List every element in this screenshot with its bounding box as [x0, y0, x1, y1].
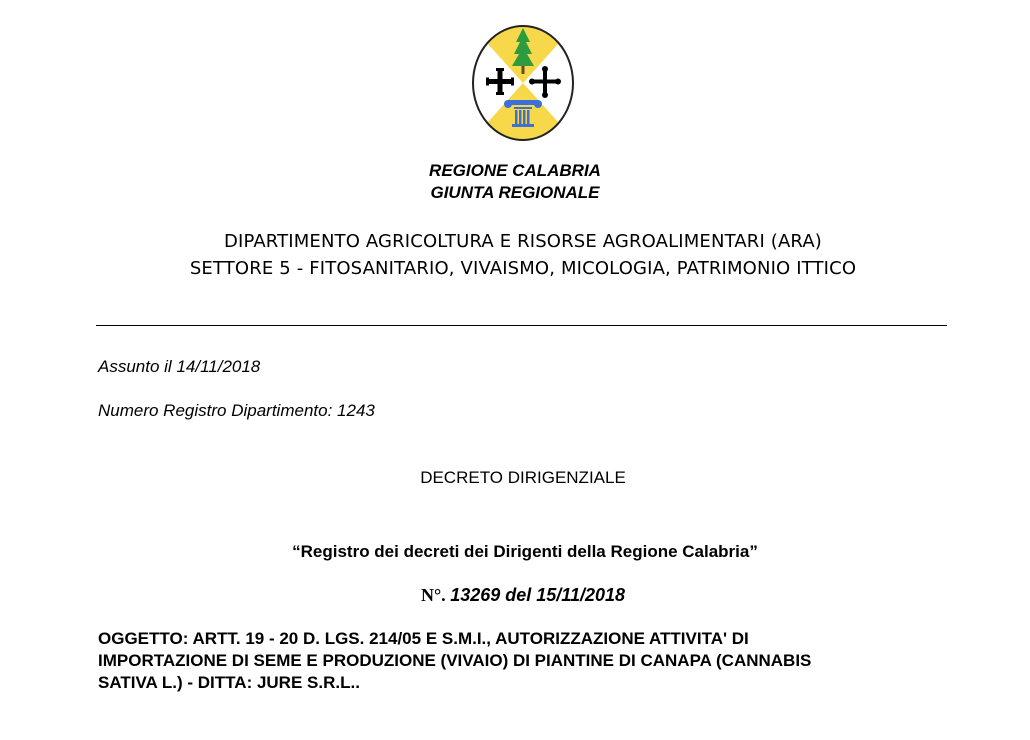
regional-council: GIUNTA REGIONALE [430, 183, 600, 202]
assunto-label: Assunto il [98, 357, 172, 376]
registry-title: “Registro dei decreti dei Dirigenti della Regione Calabria” [292, 542, 758, 561]
assunto-line [98, 356, 260, 378]
registro-label: Numero Registro Dipartimento: [98, 401, 333, 420]
subject-block [98, 628, 958, 694]
registro-line [98, 400, 375, 422]
department-title: DIPARTIMENTO AGRICOLTURA E RISORSE AGROALIMENTARI (ARA) [224, 231, 822, 252]
region-name: REGIONE CALABRIA [429, 161, 601, 180]
subject-line-1: OGGETTO: ARTT. 19 - 20 D. LGS. 214/05 E S.M.I., AUTORIZZAZIONE ATTIVITA' DI [98, 629, 749, 648]
decree-type: DECRETO DIRIGENZIALE [420, 468, 626, 487]
header-divider [96, 325, 947, 326]
sector-title: SETTORE 5 - FITOSANITARIO, VIVAISMO, MICOLOGIA, PATRIMONIO ITTICO [189, 258, 857, 279]
registro-number: 1243 [337, 401, 375, 420]
subject-line-2: IMPORTAZIONE DI SEME E PRODUZIONE (VIVAIO) DI PIANTINE DI CANAPA (CANNABIS [98, 651, 812, 670]
regione-calabria-coat-of-arms-icon [470, 24, 576, 142]
decree-number-prefix: N°. [420, 585, 446, 605]
decree-number [0, 583, 1030, 607]
decree-number-value: 13269 del 15/11/2018 [450, 585, 626, 605]
assunto-date: 14/11/2018 [176, 357, 261, 376]
subject-line-3: SATIVA L.) - DITTA: JURE S.R.L.. [98, 673, 360, 692]
